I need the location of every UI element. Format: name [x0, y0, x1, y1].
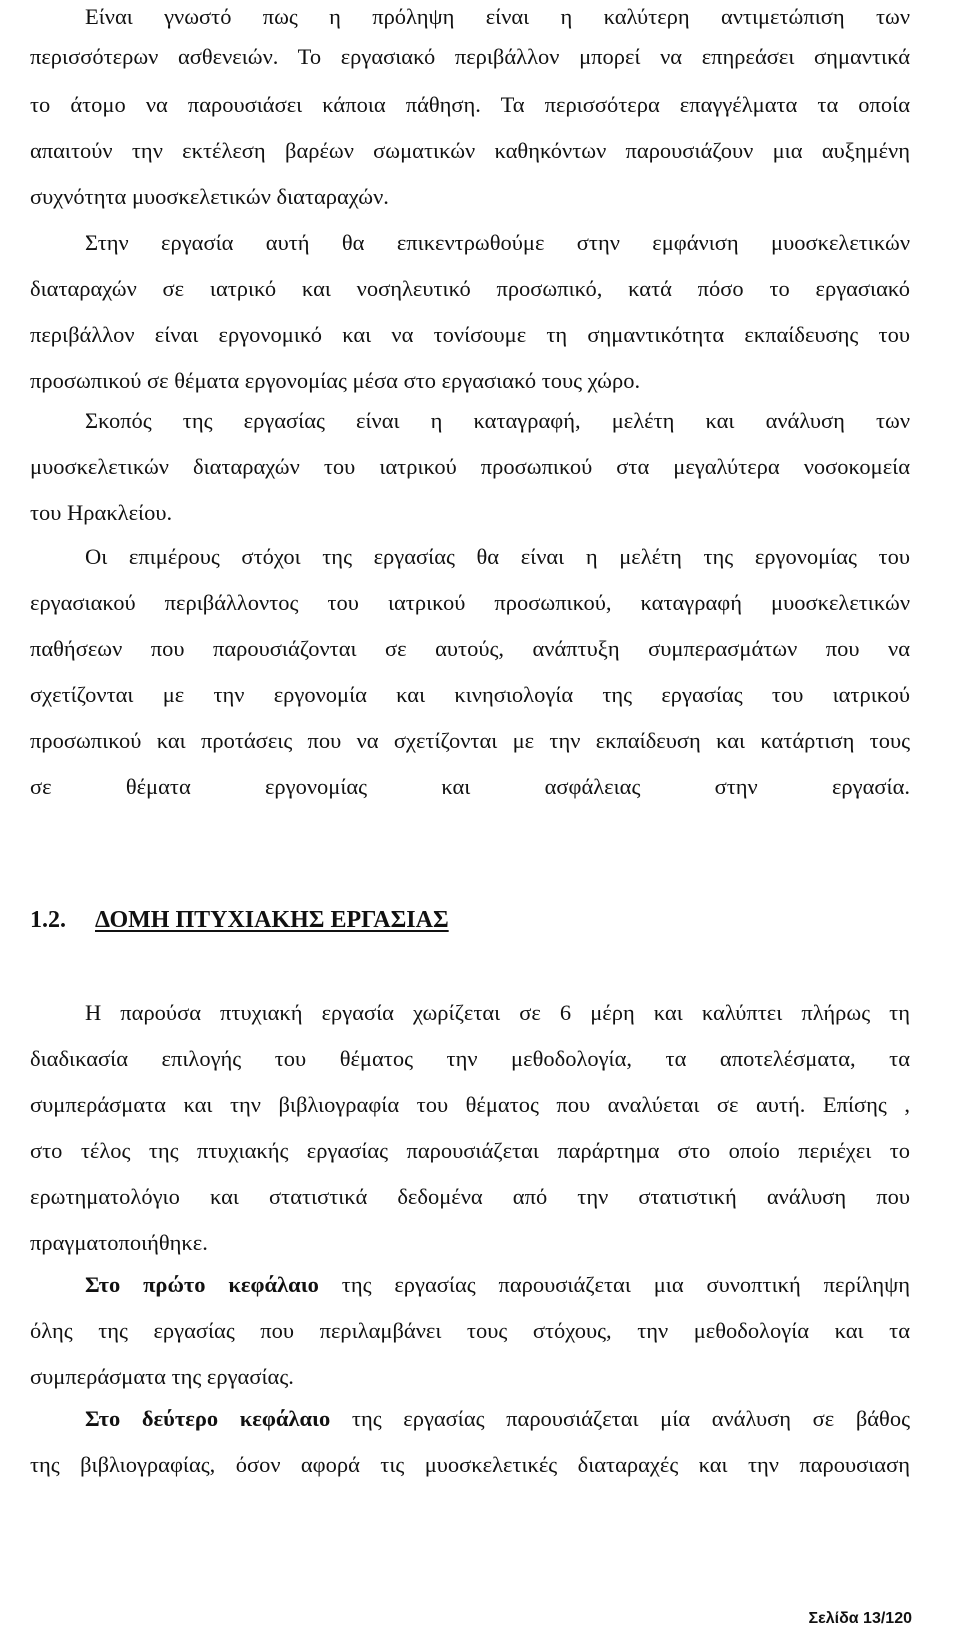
- section-number: 1.2.: [30, 907, 66, 933]
- paragraph-line: ερωτηματολόγιο και στατιστικά δεδομένα από την στατιστική ανάλυση που: [30, 1184, 910, 1209]
- bold-lead: Στο πρώτο κεφάλαιο: [85, 1272, 319, 1297]
- paragraph-line: συμπεράσματα και την βιβλιογραφία του θέματος που αναλύεται σε αυτή. Επίσης ,: [30, 1092, 910, 1117]
- paragraph-line: της βιβλιογραφίας, όσον αφορά τις μυοσκελετικές διαταραχές και την παρουσιαση: [30, 1452, 910, 1477]
- paragraph-line: σε θέματα εργονομίας και ασφάλειας στην εργασία.: [30, 774, 910, 799]
- paragraph-line: Σκοπός της εργασίας είναι η καταγραφή, μελέτη και ανάλυση των: [85, 408, 910, 433]
- paragraph-line: στο τέλος της πτυχιακής εργασίας παρουσιάζεται παράρτημα στο οποίο περιέχει το: [30, 1138, 910, 1163]
- paragraph-line: Η παρούσα πτυχιακή εργασία χωρίζεται σε 6 μέρη και καλύπτει πλήρως τη: [85, 1000, 910, 1025]
- paragraph-line: Στην εργασία αυτή θα επικεντρωθούμε στην εμφάνιση μυοσκελετικών: [85, 230, 910, 255]
- paragraph-line: απαιτούν την εκτέλεση βαρέων σωματικών καθηκόντων παρουσιάζουν μια αυξημένη: [30, 138, 910, 163]
- paragraph-line: του Ηρακλείου.: [30, 500, 173, 525]
- section-title: ΔΟΜΗ ΠΤΥΧΙΑΚΗΣ ΕΡΓΑΣΙΑΣ: [95, 907, 449, 933]
- paragraph-line: διαδικασία επιλογής του θέματος την μεθοδολογία, τα αποτελέσματα, τα: [30, 1046, 910, 1071]
- paragraph-line: όλης της εργασίας που περιλαμβάνει τους στόχους, την μεθοδολογία και τα: [30, 1318, 910, 1343]
- section-heading: [30, 900, 449, 940]
- lead-rest: της εργασίας παρουσιάζεται μια συνοπτική περίληψη: [318, 1272, 911, 1297]
- paragraph-line: διαταραχών σε ιατρικό και νοσηλευτικό προσωπικό, κατά πόσο το εργασιακό: [30, 276, 910, 301]
- paragraph-line: [85, 1268, 910, 1302]
- paragraph-line: το άτομο να παρουσιάσει κάποια πάθηση. Τα περισσότερα επαγγέλματα τα οποία: [30, 92, 910, 117]
- lead-rest: της εργασίας παρουσιάζεται μία ανάλυση σε βάθος: [330, 1406, 910, 1431]
- paragraph-line: εργασιακού περιβάλλοντος του ιατρικού προσωπικού, καταγραφή μυοσκελετικών: [30, 590, 910, 615]
- paragraph-line: προσωπικού και προτάσεις που να σχετίζονται με την εκπαίδευση και κατάρτιση τους: [30, 728, 910, 753]
- paragraph-line: προσωπικού σε θέματα εργονομίας μέσα στο εργασιακό τους χώρο.: [30, 368, 641, 393]
- paragraph-line: παθήσεων που παρουσιάζονται σε αυτούς, ανάπτυξη συμπερασμάτων που να: [30, 636, 910, 661]
- paragraph-line: πραγματοποιήθηκε.: [30, 1230, 208, 1255]
- paragraph-line: συμπεράσματα της εργασίας.: [30, 1364, 294, 1389]
- paragraph-line: Είναι γνωστό πως η πρόληψη είναι η καλύτερη αντιμετώπιση των: [85, 4, 910, 29]
- paragraph-line: συχνότητα μυοσκελετικών διαταραχών.: [30, 184, 389, 209]
- paragraph-line: σχετίζονται με την εργονομία και κινησιολογία της εργασίας του ιατρικού: [30, 682, 910, 707]
- paragraph-line: μυοσκελετικών διαταραχών του ιατρικού προσωπικού στα μεγαλύτερα νοσοκομεία: [30, 454, 910, 479]
- paragraph-line: περισσότερων ασθενειών. Το εργασιακό περιβάλλον μπορεί να επηρεάσει σημαντικά: [30, 44, 910, 69]
- paragraph-line: [85, 1402, 910, 1436]
- page-number: Σελίδα 13/120: [808, 1610, 912, 1627]
- paragraph-line: Οι επιμέρους στόχοι της εργασίας θα είναι η μελέτη της εργονομίας του: [85, 544, 910, 569]
- bold-lead: Στο δεύτερο κεφάλαιο: [85, 1406, 331, 1431]
- paragraph-line: περιβάλλον είναι εργονομικό και να τονίσουμε τη σημαντικότητα εκπαίδευσης του: [30, 322, 910, 347]
